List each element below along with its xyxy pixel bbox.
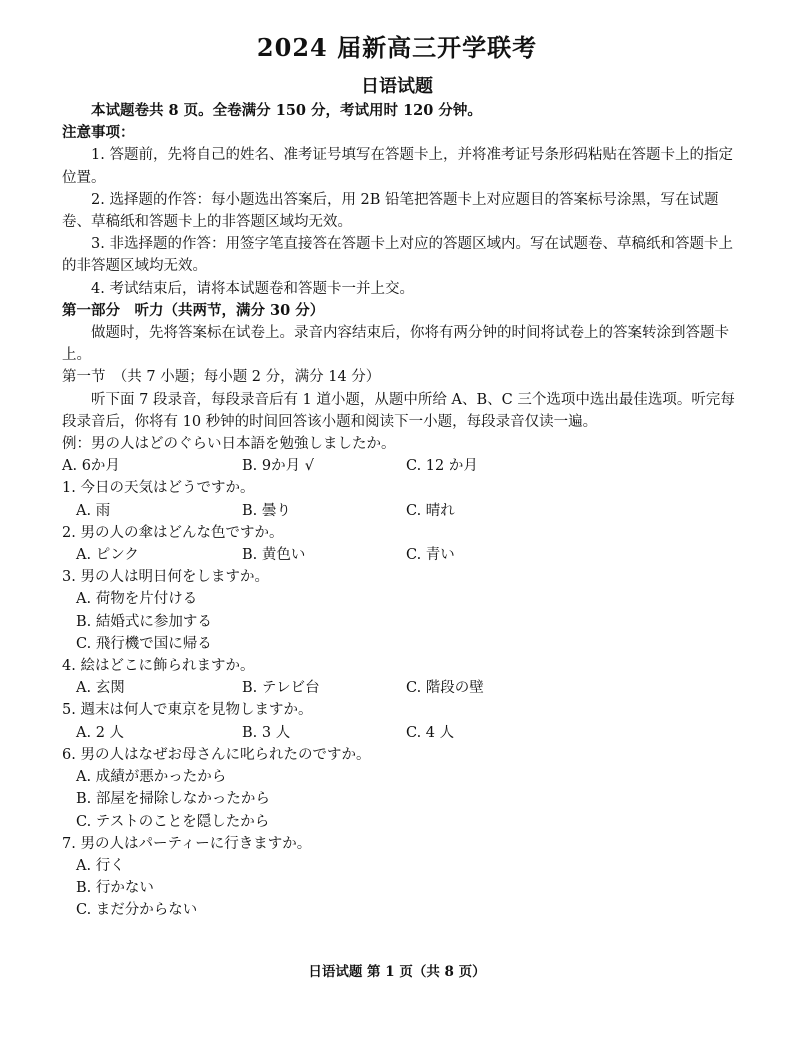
exam-content bbox=[62, 100, 742, 922]
option-a: A. 成績が悪かったから bbox=[76, 769, 227, 786]
option-b: B. 曇り bbox=[242, 502, 291, 519]
question-5-options bbox=[62, 722, 742, 744]
question-4: 4. 絵はどこに飾られますか。 bbox=[62, 658, 255, 675]
exam-subject: 日语试题 bbox=[361, 76, 433, 97]
question-1: 1. 今日の天気はどうですか。 bbox=[62, 480, 255, 497]
question-1-options bbox=[62, 500, 742, 522]
example-option-b: B. 9か月 √ bbox=[242, 458, 314, 475]
example-options bbox=[62, 455, 742, 477]
option-c: C. テストのことを隠したから bbox=[76, 813, 270, 830]
option-c: C. まだ分からない bbox=[76, 902, 198, 919]
exam-title: 2024 届新高三开学联考 bbox=[256, 33, 538, 62]
notice-item-3: 3. 非选择题的作答：用签字笔直接答在答题卡上对应的答题区域内。写在试题卷、草稿纸和答题卡上的非答题区域均无效。 bbox=[62, 236, 733, 275]
question-7: 7. 男の人はパーティーに行きますか。 bbox=[62, 835, 312, 852]
section1-instruction: 听下面 7 段录音，每段录音后有 1 道小题，从题中所给 A、B、C 三个选项中选出最佳选项。听完每段录音后，你将有 10 秒钟的时间回答该小题和阅读下一小题，每段录音仅读一遍。 bbox=[62, 391, 735, 430]
option-b: B. 黄色い bbox=[242, 547, 306, 564]
notice-heading: 注意事项： bbox=[62, 124, 135, 142]
exam-info: 本试题卷共 8 页。全卷满分 150 分，考试用时 120 分钟。 bbox=[91, 102, 482, 119]
option-a: A. 荷物を片付ける bbox=[76, 591, 198, 608]
part1-label: 第一部分 bbox=[62, 301, 120, 319]
option-b: B. テレビ台 bbox=[242, 680, 320, 697]
option-a: A. 2 人 bbox=[76, 724, 125, 741]
option-c: C. 4 人 bbox=[406, 724, 455, 741]
option-a: A. 雨 bbox=[76, 502, 111, 519]
page-footer: 日语试题 第 1 页（共 8 页） bbox=[308, 964, 486, 980]
option-a: A. 行く bbox=[76, 857, 125, 874]
part1-detail: 听力（共两节，满分 30 分） bbox=[134, 301, 325, 319]
option-a: A. ピンク bbox=[76, 547, 139, 564]
notice-item-2: 2. 选择题的作答：每小题选出答案后，用 2B 铅笔把答题卡上对应题目的答案标号涂黑，写在试题卷、草稿纸和答题卡上的非答题区域均无效。 bbox=[62, 191, 719, 231]
option-b: B. 3 人 bbox=[242, 724, 291, 741]
option-b: B. 部屋を掃除しなかったから bbox=[76, 791, 270, 808]
option-c: C. 晴れ bbox=[406, 502, 455, 519]
option-b: B. 結婚式に参加する bbox=[76, 613, 212, 630]
part1-heading bbox=[62, 300, 742, 322]
part1-instruction: 做题时，先将答案标在试卷上。录音内容结束后，你将有两分钟的时间将试卷上的答案转涂到答题卡上。 bbox=[62, 325, 729, 364]
option-c: C. 飛行機で国に帰る bbox=[76, 635, 212, 652]
option-c: C. 青い bbox=[406, 547, 455, 564]
example-option-c: C. 12 か月 bbox=[406, 458, 478, 475]
notice-item-1: 1. 答题前，先将自己的姓名、准考证号填写在答题卡上，并将准考证号条形码粘贴在答题卡上的指定位置。 bbox=[62, 147, 733, 186]
option-a: A. 玄関 bbox=[76, 680, 125, 697]
question-6: 6. 男の人はなぜお母さんに叱られたのですか。 bbox=[62, 746, 371, 763]
question-4-options bbox=[62, 677, 742, 699]
option-c: C. 階段の壁 bbox=[406, 680, 484, 697]
question-2-options bbox=[62, 544, 742, 566]
section1-heading: 第一节 （共 7 小题；每小题 2 分，满分 14 分） bbox=[62, 369, 381, 386]
question-2: 2. 男の人の傘はどんな色ですか。 bbox=[62, 524, 284, 541]
example-question: 例：男の人はどのぐらい日本語を勉強しましたか。 bbox=[62, 436, 396, 453]
option-b: B. 行かない bbox=[76, 880, 154, 897]
notice-item-4: 4. 考试结束后，请将本试题卷和答题卡一并上交。 bbox=[91, 280, 414, 297]
question-3: 3. 男の人は明日何をしますか。 bbox=[62, 569, 269, 586]
question-5: 5. 週末は何人で東京を見物しますか。 bbox=[62, 702, 313, 719]
example-option-a: A. 6か月 bbox=[62, 458, 120, 475]
